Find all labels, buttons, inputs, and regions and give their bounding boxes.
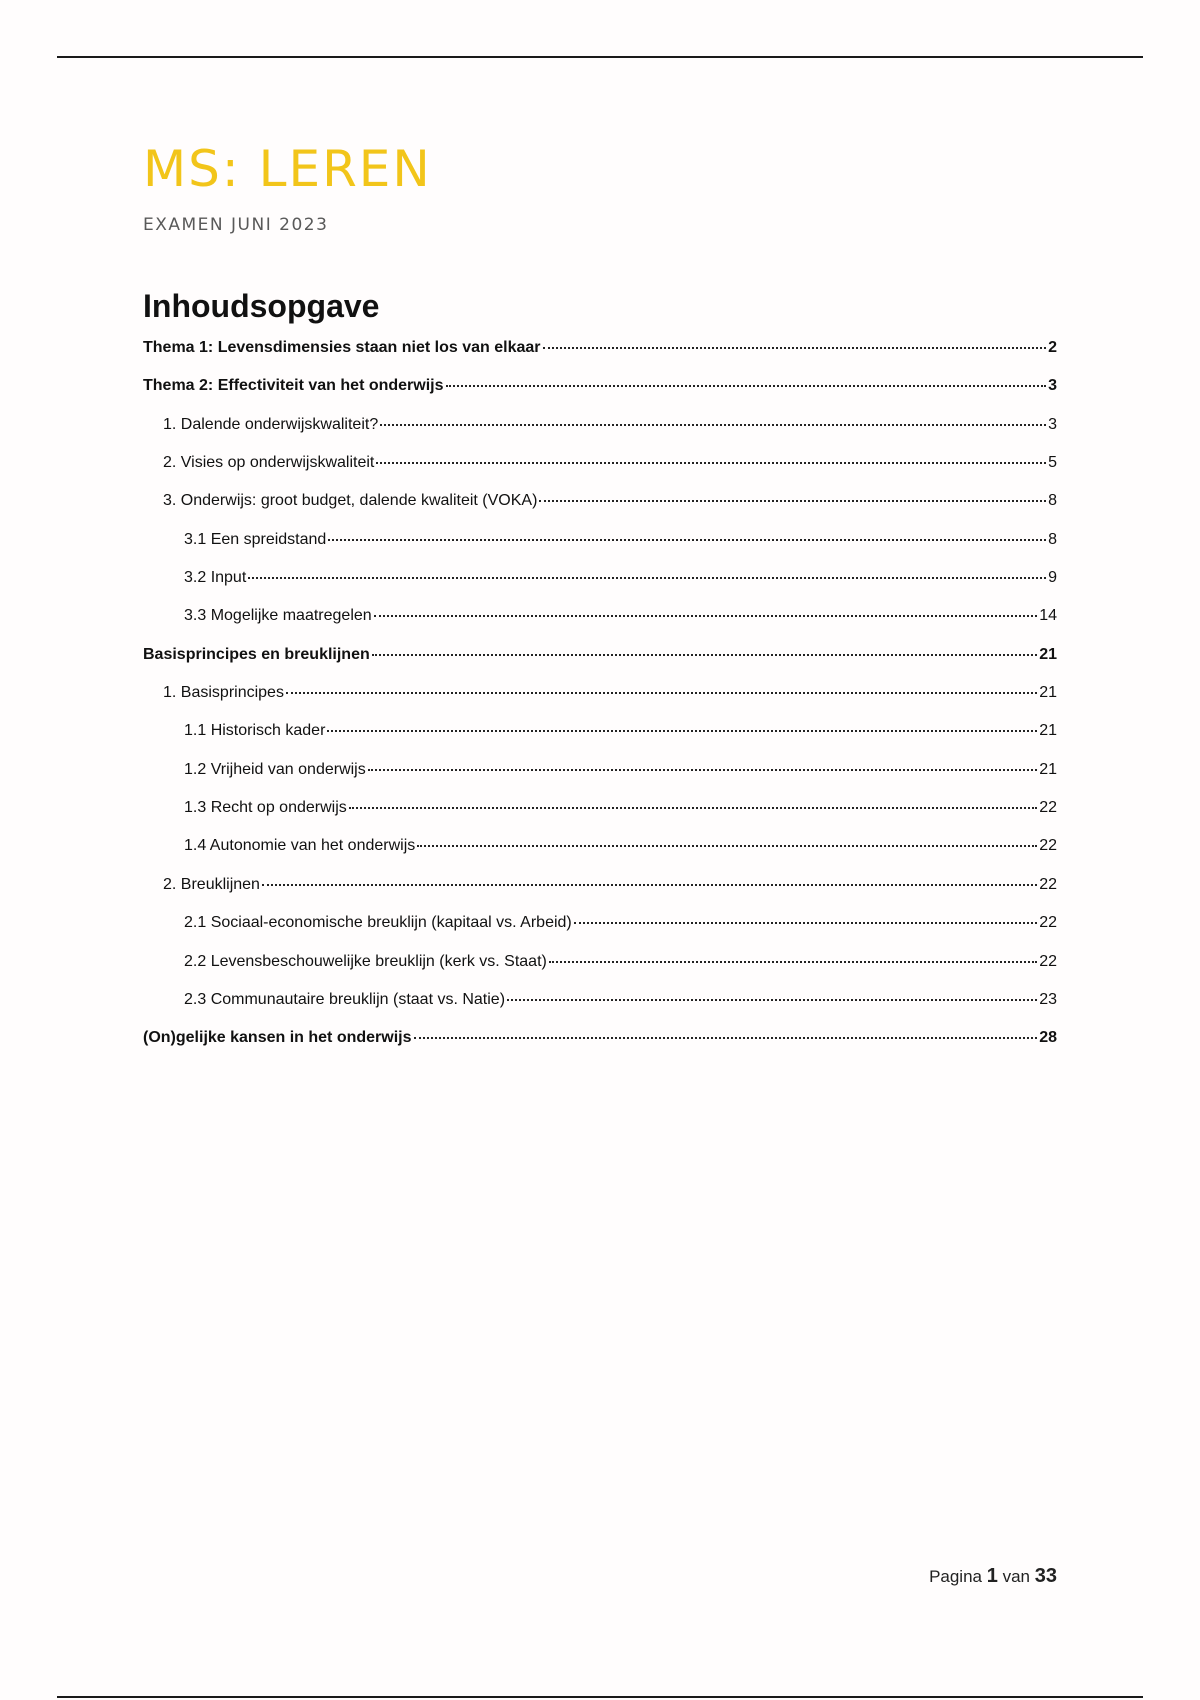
toc-entry-label: Basisprincipes en breuklijnen [143,645,370,663]
toc-dot-leader [414,1037,1038,1039]
toc-entry-page: 8 [1048,492,1057,510]
toc-entry[interactable] [143,914,1057,952]
toc-dot-leader [507,999,1037,1001]
toc-entry[interactable] [143,377,1057,415]
page-footer [929,1565,1057,1588]
toc-entry-page: 22 [1039,914,1057,932]
toc-entry[interactable] [143,492,1057,530]
toc-entry-label: 3.1 Een spreidstand [184,530,327,548]
toc-dot-leader [328,539,1046,541]
document-subtitle: EXAMEN JUNI 2023 [143,215,329,235]
toc-heading: Inhoudsopgave [143,288,380,324]
toc-entry-page: 8 [1048,530,1057,548]
toc-dot-leader [446,385,1047,387]
toc-entry-page: 5 [1048,454,1057,472]
toc-dot-leader [368,769,1037,771]
toc-entry-page: 21 [1039,722,1057,740]
toc-entry-label: 2. Breuklijnen [163,875,260,893]
toc-entry-label: 3. Onderwijs: groot budget, dalende kwaliteit (VOKA) [163,492,538,510]
toc-entry-label: 1.4 Autonomie van het onderwijs [184,837,416,855]
toc-dot-leader [286,692,1037,694]
toc-entry[interactable] [143,761,1057,799]
toc-entry[interactable] [143,837,1057,875]
toc-entry[interactable] [143,684,1057,722]
toc-entry-page: 22 [1039,799,1057,817]
toc-entry-page: 21 [1039,684,1057,702]
toc-entry-label: Thema 1: Levensdimensies staan niet los van elkaar [143,339,541,356]
table-of-contents [143,339,1057,1068]
toc-entry-label: 2.1 Sociaal-economische breuklijn (kapitaal vs. Arbeid) [184,914,572,932]
toc-entry-page: 2 [1048,339,1057,356]
toc-entry[interactable] [143,646,1057,684]
footer-total-pages: 33 [1034,1565,1057,1587]
toc-entry-label: 1.3 Recht op onderwijs [184,799,347,817]
toc-dot-leader [539,500,1046,502]
toc-dot-leader [549,961,1037,963]
toc-entry[interactable] [143,953,1057,991]
toc-dot-leader [327,730,1037,732]
toc-entry[interactable] [143,799,1057,837]
toc-entry-label: 2.3 Communautaire breuklijn (staat vs. Natie) [184,990,506,1008]
toc-entry-label: 1. Dalende onderwijskwaliteit? [163,415,379,433]
toc-entry[interactable] [143,607,1057,645]
toc-entry[interactable] [143,339,1057,377]
toc-dot-leader [248,577,1046,579]
toc-entry-label: 1.1 Historisch kader [184,722,326,740]
toc-entry-page: 22 [1039,875,1057,893]
toc-entry-page: 21 [1039,760,1057,778]
toc-dot-leader [417,845,1037,847]
footer-prefix: Pagina [929,1567,982,1586]
toc-entry-page: 3 [1048,377,1057,395]
toc-entry-label: 3.3 Mogelijke maatregelen [184,607,372,625]
toc-dot-leader [372,654,1037,656]
toc-entry-page: 21 [1039,645,1057,663]
toc-dot-leader [262,884,1037,886]
toc-entry-label: 1.2 Vrijheid van onderwijs [184,760,366,778]
toc-dot-leader [574,922,1037,924]
footer-current-page: 1 [986,1565,998,1587]
toc-entry[interactable] [143,454,1057,492]
toc-dot-leader [349,807,1037,809]
toc-entry-page: 14 [1039,607,1057,625]
toc-entry[interactable] [143,416,1057,454]
toc-entry-page: 3 [1048,415,1057,433]
toc-entry-label: 2.2 Levensbeschouwelijke breuklijn (kerk vs. Staat) [184,952,547,970]
toc-dot-leader [380,424,1046,426]
toc-entry-label: 3.2 Input [184,569,247,587]
toc-dot-leader [376,462,1046,464]
toc-entry-label: (On)gelijke kansen in het onderwijs [143,1029,412,1047]
toc-dot-leader [543,347,1047,349]
toc-entry-label: 2. Visies op onderwijskwaliteit [163,454,375,472]
toc-entry[interactable] [143,991,1057,1029]
toc-entry-label: Thema 2: Effectiviteit van het onderwijs [143,377,444,395]
toc-entry-page: 22 [1039,837,1057,855]
toc-entry[interactable] [143,531,1057,569]
bottom-rule [57,1696,1143,1698]
top-rule [57,56,1143,58]
toc-entry[interactable] [143,569,1057,607]
toc-entry-page: 22 [1039,952,1057,970]
toc-entry[interactable] [143,876,1057,914]
toc-entry-page: 9 [1048,569,1057,587]
footer-separator: van [1002,1567,1031,1586]
document-title: MS: LEREN [143,140,432,198]
toc-entry-label: 1. Basisprincipes [163,684,284,702]
toc-entry[interactable] [143,1029,1057,1067]
toc-entry-page: 23 [1039,990,1057,1008]
toc-entry-page: 28 [1039,1029,1057,1047]
toc-entry[interactable] [143,722,1057,760]
toc-dot-leader [374,615,1038,617]
